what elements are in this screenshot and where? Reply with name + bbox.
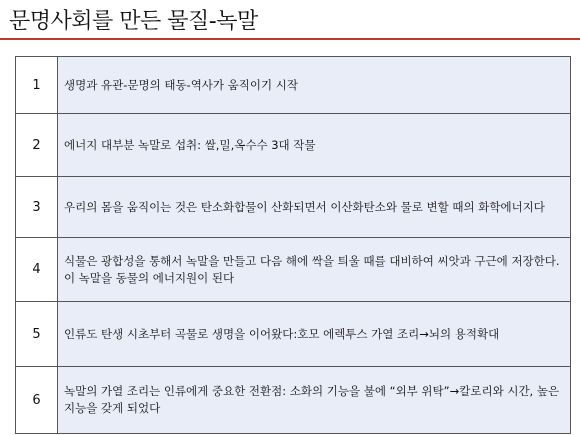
table-row [16, 367, 571, 434]
title-underline [0, 38, 580, 40]
row-text: 생명과 유관-문명의 태동-역사가 움직이기 시작 [58, 57, 571, 114]
table-row [16, 238, 571, 302]
row-text: 에너지 대부분 녹말로 섭취: 쌀,밀,옥수수 3대 작물 [58, 114, 571, 177]
row-number: 1 [16, 57, 58, 114]
table-row [16, 302, 571, 367]
row-number: 3 [16, 177, 58, 238]
row-number: 2 [16, 114, 58, 177]
row-number: 5 [16, 302, 58, 367]
table-row [16, 57, 571, 114]
row-number: 6 [16, 367, 58, 434]
row-text: 녹말의 가열 조리는 인류에게 중요한 전환점: 소화의 기능을 불에 “외부 위탁”→칼로리와 시간, 높은 지능을 갖게 되었다 [58, 367, 571, 434]
table-row [16, 177, 571, 238]
row-text: 우리의 몸을 움직이는 것은 탄소화합물이 산화되면서 이산화탄소와 물로 변할 때의 화학에너지다 [58, 177, 571, 238]
row-number: 4 [16, 238, 58, 302]
slide-title: 문명사회를 만든 물질-녹말 [9, 9, 258, 34]
table-row [16, 114, 571, 177]
content-table [15, 56, 571, 434]
row-text: 식물은 광합성을 통해서 녹말을 만들고 다음 해에 싹을 틔울 때를 대비하여 씨앗과 구근에 저장한다. 이 녹말을 동물의 에너지원이 된다 [58, 238, 571, 302]
row-text: 인류도 탄생 시초부터 곡물로 생명을 이어왔다:호모 에렉투스 가열 조리→뇌의 용적확대 [58, 302, 571, 367]
